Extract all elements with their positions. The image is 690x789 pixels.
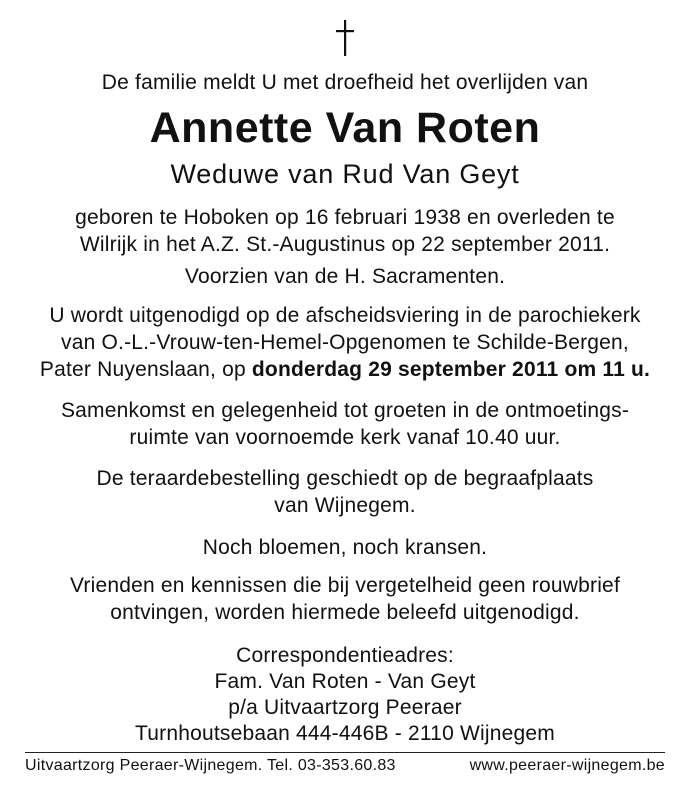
birth-death-line-2: Wilrijk in het A.Z. St.-Augustinus op 22 september 2011. [79, 233, 611, 256]
footer-website-link[interactable]: www.peeraer-wijnegem.be [469, 757, 665, 774]
intro-text: De familie meldt U met droefheid het overlijden van [101, 71, 589, 94]
gathering-line-1: Samenkomst en gelegenheid tot groeten in de ontmoetings- [60, 399, 630, 422]
burial-line-1: De teraardebestelling geschiedt op de begraafplaats [96, 467, 594, 490]
birth-death-line-1: geboren te Hoboken op 16 februari 1938 en overleden te [75, 206, 615, 229]
no-flowers-text: Noch bloemen, noch kransen. [202, 536, 488, 559]
friends-line-2: ontvingen, worden hiermede beleefd uitgenodigd. [110, 601, 580, 624]
invitation-line-1: U wordt uitgenodigd op de afscheidsviering in de parochiekerk [49, 304, 641, 327]
ceremony-date-time: donderdag 29 september 2011 om 11 u. [251, 358, 651, 381]
correspondence-label: Correspondentieadres: [236, 644, 454, 667]
footer-divider [25, 752, 665, 753]
correspondence-address: Turnhoutsebaan 444-446B - 2110 Wijnegem [135, 722, 555, 745]
cross-icon-svg [333, 18, 357, 58]
correspondence-care-of: p/a Uitvaartzorg Peeraer [228, 696, 462, 719]
sacraments-text: Voorzien van de H. Sacramenten. [184, 265, 506, 288]
gathering-line-2: ruimte van voornoemde kerk vanaf 10.40 uur. [129, 426, 561, 449]
deceased-name: Annette Van Roten [149, 104, 541, 152]
burial-line-2: van Wijnegem. [274, 494, 416, 517]
invitation-location: Pater Nuyenslaan, op [39, 358, 252, 381]
correspondence-name: Fam. Van Roten - Van Geyt [214, 670, 476, 693]
cross-icon [0, 18, 690, 64]
invitation-line-3 [0, 358, 690, 382]
subtitle-spouse: Weduwe van Rud Van Geyt [170, 159, 520, 189]
friends-line-1: Vrienden en kennissen die bij vergetelheid geen rouwbrief [70, 574, 620, 597]
footer-funeral-home: Uitvaartzorg Peeraer-Wijnegem. Tel. 03-353.60.83 [25, 757, 396, 774]
invitation-line-2: van O.-L.-Vrouw-ten-Hemel-Opgenomen te Schilde-Bergen, [61, 331, 629, 354]
